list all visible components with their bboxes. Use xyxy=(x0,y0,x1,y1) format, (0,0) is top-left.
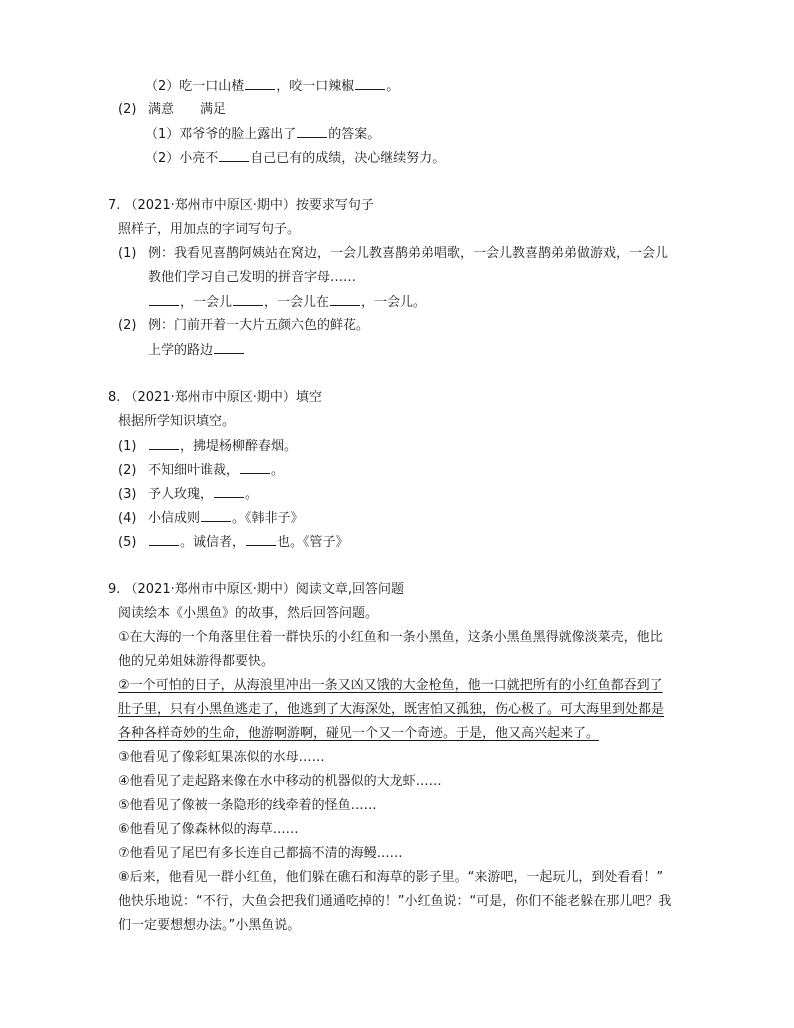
q8-item-text: ，拂堤杨柳醉春烟。 xyxy=(180,439,298,454)
blank[interactable] xyxy=(240,461,270,474)
q9-p8-line3: 们一定要想想办法。”小黑鱼说。 xyxy=(118,918,301,933)
q8-item-4 xyxy=(118,509,304,528)
q6-sub2-item2-end: 自己已有的成绩，决心继续努力。 xyxy=(250,151,446,166)
q8-instruction: 根据所学知识填空。 xyxy=(118,414,236,429)
q7-sub1-num: (1) xyxy=(118,246,137,261)
q6-sub2 xyxy=(118,101,226,119)
blank[interactable] xyxy=(330,293,360,306)
q8-item-3 xyxy=(118,485,258,504)
q8-item-text: 也。《管子》 xyxy=(277,535,349,550)
q9-instruction: 阅读绘本《小黑鱼》的故事，然后回答问题。 xyxy=(118,606,379,621)
blank[interactable] xyxy=(233,293,263,306)
blank[interactable] xyxy=(201,509,231,522)
q9-p1-line1: ①在大海的一个角落里住着一群快乐的小红鱼和一条小黑鱼，这条小黑鱼黑得就像淡菜壳，他比 xyxy=(118,630,663,645)
blank[interactable] xyxy=(149,437,179,450)
q9-p2-line3: 各种各样奇妙的生命，他游啊游啊，碰见一个又一个奇迹。于是，他又高兴起来了。 xyxy=(118,726,600,741)
blank[interactable] xyxy=(214,485,244,498)
q9-p1-line2: 他的兄弟姐妹游得都要快。 xyxy=(118,654,275,669)
q9-p8-line2: 他快乐地说：“不行，大鱼会把我们通通吃掉的！”小红鱼说：“可是，你们不能老躲在那儿吧？我 xyxy=(118,894,672,909)
q7-fill-text: ，一会儿在 xyxy=(264,295,330,310)
q6-sub2-num: (2) xyxy=(118,102,137,117)
q9-p7: ⑦他看见了尾巴有多长连自己都搞不清的海鳗…… xyxy=(118,846,403,861)
q6-sub2-item2 xyxy=(145,149,445,168)
q8-item-text: 。 xyxy=(271,463,285,478)
q8-item-text: 不知细叶谁裁， xyxy=(148,463,240,478)
q6-sub2-item1 xyxy=(145,125,380,144)
q7-fill-text: ，一会儿。 xyxy=(361,295,427,310)
q8-item-text: 。 xyxy=(245,487,259,502)
blank[interactable] xyxy=(297,125,327,138)
q9-p5: ⑤他看见了像被一条隐形的线牵着的怪鱼…… xyxy=(118,798,377,813)
q7-sub2-line2-text: 上学的路边 xyxy=(148,343,214,358)
q8-item-text: 小信成则 xyxy=(148,511,201,526)
q7-header: 7. （2021·郑州市中原区·期中）按要求写句子 xyxy=(108,198,374,213)
q7-sub2-line1: 例：门前开着一大片五颜六色的鲜花。 xyxy=(148,318,370,333)
q8-header: 8. （2021·郑州市中原区·期中）填空 xyxy=(108,390,322,405)
q8-item-num: (2) xyxy=(118,463,137,478)
q8-item-text: 。诚信者， xyxy=(180,535,246,550)
q8-item-num: (4) xyxy=(118,511,137,526)
q6-sub1-item2-mid: ，咬一口辣椒 xyxy=(276,79,355,94)
q7-sub2-line2 xyxy=(148,341,245,360)
q8-item-text: 予人玫瑰， xyxy=(148,487,214,502)
q7-sub2 xyxy=(118,317,369,335)
q6-sub1-item2 xyxy=(145,77,399,96)
q7-sub1-line1: 例：我看见喜鹊阿姨站在窝边，一会儿教喜鹊弟弟唱歌，一会儿教喜鹊弟弟做游戏，一会儿 xyxy=(148,246,669,261)
blank[interactable] xyxy=(149,533,179,546)
q7-sub1-fill xyxy=(148,293,426,312)
q7-sub1-line2: 教他们学习自己发明的拼音字母…… xyxy=(148,270,357,285)
q8-item-num: (1) xyxy=(118,439,137,454)
q6-sub1-item2-label: （2）吃一口山楂 xyxy=(145,79,245,94)
q8-item-5 xyxy=(118,533,349,552)
q8-item-num: (3) xyxy=(118,487,137,502)
blank[interactable] xyxy=(355,77,385,90)
q7-instruction: 照样子，用加点的字词写句子。 xyxy=(118,222,301,237)
q9-p6: ⑥他看见了像森林似的海草…… xyxy=(118,822,299,837)
q8-item-2 xyxy=(118,461,284,480)
q6-sub2-item2-label: （2）小亮不 xyxy=(145,151,219,166)
q9-header: 9. （2021·郑州市中原区·期中）阅读文章,回答问题 xyxy=(108,582,405,597)
q8-item-text: 。《韩非子》 xyxy=(232,511,304,526)
blank[interactable] xyxy=(245,77,275,90)
blank[interactable] xyxy=(219,149,249,162)
blank[interactable] xyxy=(246,533,276,546)
blank[interactable] xyxy=(214,341,244,354)
q6-sub1-item2-end: 。 xyxy=(386,79,400,94)
q8-item-num: (5) xyxy=(118,535,137,550)
q6-sub2-item1-label: （1）邓爷爷的脸上露出了 xyxy=(145,127,297,142)
q9-p4: ④他看见了走起路来像在水中移动的机器似的大龙虾…… xyxy=(118,774,442,789)
q9-p8-line1: ⑧后来，他看见一群小红鱼，他们躲在礁石和海草的影子里。“来游吧，一起玩儿，到处看看！” xyxy=(118,870,664,885)
q7-sub2-num: (2) xyxy=(118,318,137,333)
q7-fill-text: ，一会儿 xyxy=(180,295,233,310)
q8-item-1 xyxy=(118,437,297,456)
q6-sub2-item1-end: 的答案。 xyxy=(328,127,381,142)
blank[interactable] xyxy=(149,293,179,306)
q9-p2-line1: ②一个可怕的日子，从海浪里冲出一条又凶又饿的大金枪鱼，他一口就把所有的小红鱼都吞到了 xyxy=(118,678,663,693)
q9-p2-line2: 肚子里，只有小黑鱼逃走了，他逃到了大海深处，既害怕又孤独，伤心极了。可大海里到处都是 xyxy=(118,702,665,717)
q6-sub2-words: 满意 满足 xyxy=(148,102,227,117)
q7-sub1 xyxy=(118,245,668,263)
q9-p3: ③他看见了像彩虹果冻似的水母…… xyxy=(118,750,325,765)
